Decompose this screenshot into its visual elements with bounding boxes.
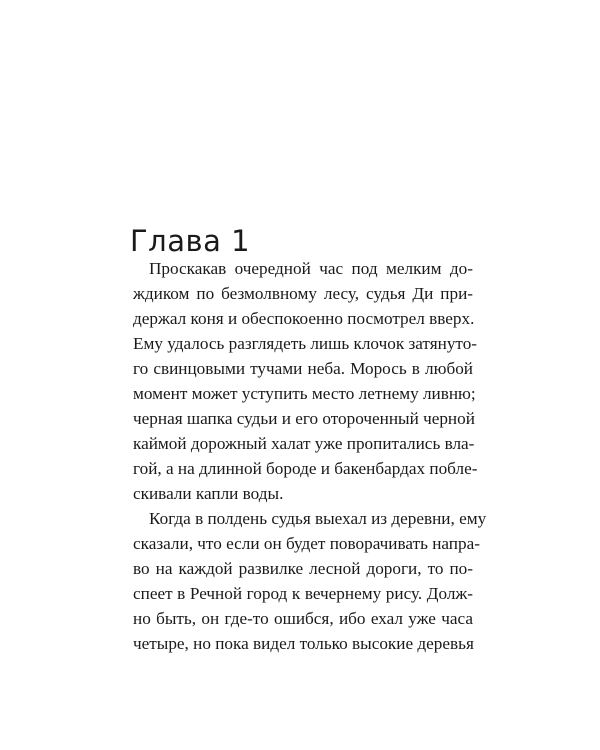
chapter-text: [133, 256, 487, 656]
paragraph-2: [133, 506, 487, 656]
text-line: сказали, что если он будет поворачивать напра-: [133, 534, 480, 553]
paragraph-1: [133, 256, 478, 506]
text-line: гой, а на длинной бороде и бакенбардах побле-: [133, 459, 478, 478]
text-line: четыре, но пока видел только высокие деревья: [133, 634, 474, 653]
text-line: момент может уступить место летнему ливню;: [133, 384, 476, 403]
text-line: Ему удалось разглядеть лишь клочок затянуто-: [133, 334, 478, 353]
text-line: каймой дорожный халат уже пропитались вла-: [133, 434, 475, 453]
text-line: Когда в полдень судья выехал из деревни, ему: [149, 509, 487, 528]
text-line: скивали капли воды.: [133, 484, 284, 503]
text-line: держал коня и обеспокоенно посмотрел вверх.: [133, 309, 475, 328]
text-line: но быть, он где-то ошибся, ибо ехал уже часа: [133, 609, 473, 628]
text-line: черная шапка судьи и его отороченный черной: [133, 409, 475, 428]
text-line: го свинцовыми тучами неба. Морось в любой: [133, 359, 473, 378]
text-line: Проскакав очередной час под мелким до-: [149, 259, 473, 278]
text-line: ждиком по безмолвному лесу, судья Ди при-: [133, 284, 473, 303]
text-line: спеет в Речной город к вечернему рису. Долж-: [133, 584, 473, 603]
chapter-title: Глава 1: [130, 224, 251, 258]
text-line: во на каждой развилке лесной дороги, то по-: [133, 559, 473, 578]
